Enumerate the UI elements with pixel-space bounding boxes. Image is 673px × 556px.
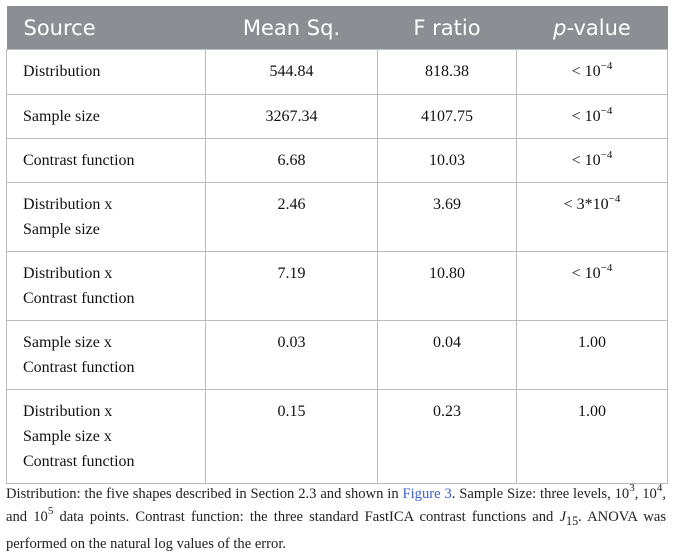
source-cell <box>7 390 206 484</box>
p-value-cell <box>517 95 668 139</box>
table-row <box>7 50 668 95</box>
source-line: Contrast function <box>23 290 135 307</box>
p-value-cell <box>517 50 668 95</box>
header-source: Source <box>7 6 206 50</box>
caption-exponent: 4 <box>656 482 663 495</box>
caption-text: , and 10 <box>6 486 667 525</box>
mean-sq-cell: 2.46 <box>206 183 378 252</box>
table-header-row <box>7 6 668 50</box>
table-row <box>7 390 668 484</box>
p-value-base: < 10 <box>571 265 601 282</box>
p-value-base: < 10 <box>571 152 601 169</box>
source-line: Sample size <box>23 221 100 238</box>
mean-sq-cell: 0.03 <box>206 321 378 390</box>
caption-exponent: 5 <box>47 505 54 518</box>
source-line: Contrast function <box>23 359 135 376</box>
table-body <box>7 50 668 484</box>
source-line: Distribution <box>23 63 101 80</box>
header-p-label: value <box>573 15 631 40</box>
caption-exponent: 3 <box>629 482 635 495</box>
p-value-exponent: −4 <box>600 148 613 161</box>
mean-sq-cell: 544.84 <box>206 50 378 95</box>
header-p-dash: - <box>566 15 574 40</box>
table-row <box>7 321 668 390</box>
source-line: Sample size x <box>23 334 112 351</box>
mean-sq-cell: 3267.34 <box>206 95 378 139</box>
p-value-base: 1.00 <box>578 403 606 420</box>
header-p-value <box>517 6 668 50</box>
p-value-cell <box>517 252 668 321</box>
figure-3-link[interactable]: Figure 3 <box>402 486 452 502</box>
header-p-letter: p <box>553 15 567 40</box>
p-value-base: < 10 <box>571 63 601 80</box>
source-line: Contrast function <box>23 453 135 470</box>
caption-text: . ANOVA was performed on the natural log values of the error. <box>6 509 666 552</box>
anova-table <box>6 6 668 484</box>
f-ratio-cell: 0.04 <box>378 321 517 390</box>
p-value-base: < 10 <box>571 108 601 125</box>
caption-text: . Sample Size: three levels, 10 <box>451 486 630 502</box>
f-ratio-cell: 818.38 <box>378 50 517 95</box>
f-ratio-cell: 10.80 <box>378 252 517 321</box>
source-cell <box>7 139 206 183</box>
source-line: Distribution x <box>23 196 113 213</box>
p-value-exponent: −4 <box>600 59 613 72</box>
p-value-cell <box>517 390 668 484</box>
p-value-base: < 3*10 <box>563 196 609 213</box>
f-ratio-cell: 10.03 <box>378 139 517 183</box>
caption-j-symbol: J <box>559 509 566 525</box>
p-value-base: 1.00 <box>578 334 606 351</box>
table-row <box>7 95 668 139</box>
caption-j-subscript: 15 <box>566 513 579 528</box>
table-row <box>7 183 668 252</box>
table-caption <box>6 483 666 556</box>
mean-sq-cell: 7.19 <box>206 252 378 321</box>
f-ratio-cell: 4107.75 <box>378 95 517 139</box>
table-row <box>7 139 668 183</box>
p-value-cell <box>517 139 668 183</box>
caption-text: data points. Contrast function: the three standard FastICA contrast functions and <box>53 509 560 525</box>
p-value-cell <box>517 321 668 390</box>
source-line: Distribution x <box>23 265 113 282</box>
anova-table-container <box>6 6 667 484</box>
source-line: Sample size <box>23 108 100 125</box>
caption-text: , 10 <box>634 486 657 502</box>
source-cell <box>7 183 206 252</box>
source-cell <box>7 252 206 321</box>
source-cell <box>7 50 206 95</box>
f-ratio-cell: 0.23 <box>378 390 517 484</box>
p-value-cell <box>517 183 668 252</box>
mean-sq-cell: 6.68 <box>206 139 378 183</box>
header-mean-sq: Mean Sq. <box>206 6 378 50</box>
table-row <box>7 252 668 321</box>
f-ratio-cell: 3.69 <box>378 183 517 252</box>
source-line: Contrast function <box>23 152 135 169</box>
source-line: Sample size x <box>23 428 112 445</box>
source-line: Distribution x <box>23 403 113 420</box>
header-f-ratio: F ratio <box>378 6 517 50</box>
p-value-exponent: −4 <box>600 104 613 117</box>
source-cell <box>7 95 206 139</box>
caption-text: Distribution: the five shapes described in Section 2.3 and shown in <box>6 486 403 502</box>
source-cell <box>7 321 206 390</box>
p-value-exponent: −4 <box>600 261 613 274</box>
mean-sq-cell: 0.15 <box>206 390 378 484</box>
p-value-exponent: −4 <box>608 192 621 205</box>
